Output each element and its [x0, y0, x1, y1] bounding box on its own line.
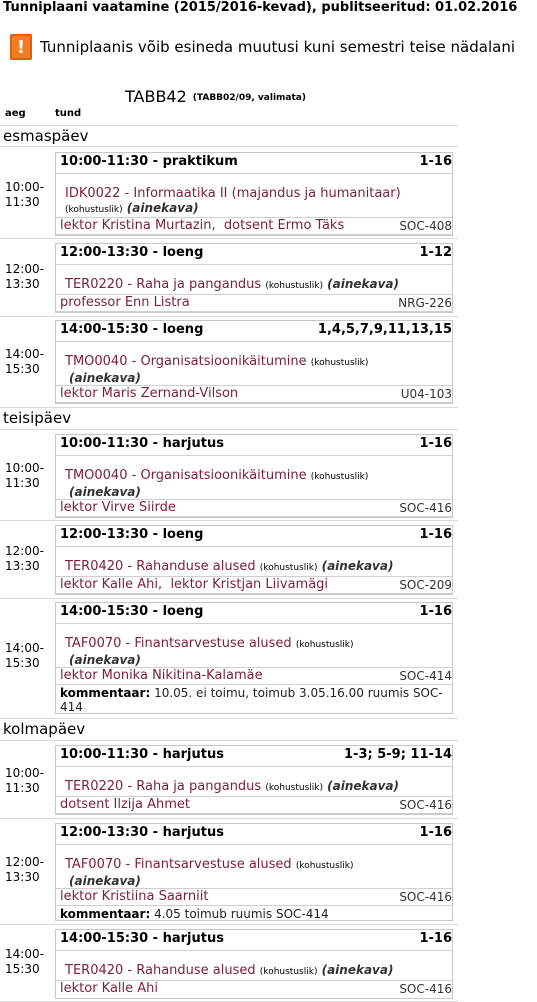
- lesson-card: [55, 929, 453, 999]
- course-link[interactable]: TER0220 - Raha ja pangandus: [65, 779, 262, 794]
- lesson-time: 10:00- 11:30: [5, 766, 44, 795]
- required-label: (kohustuslik): [310, 472, 369, 482]
- day-heading: kolmapäev: [3, 720, 86, 738]
- lesson-course: [56, 174, 452, 218]
- room-code[interactable]: SOC-416: [399, 798, 452, 812]
- lesson-teacher-row: [56, 668, 452, 685]
- lesson-course: [56, 456, 452, 500]
- course-link[interactable]: TER0220 - Raha ja pangandus: [65, 277, 262, 292]
- lesson-course: [56, 342, 452, 386]
- lesson-weeks: 1-3; 5-9; 11-14: [344, 747, 452, 762]
- lesson-course: [56, 767, 452, 797]
- lesson-time: 12:00- 13:30: [5, 262, 44, 291]
- lesson-course: [56, 951, 452, 981]
- lesson-time: 10:00- 11:30: [5, 461, 44, 490]
- lesson-teacher-row: [56, 889, 452, 906]
- lesson-teacher-row: lektor Kristina Murtazin, dotsent Ermo Täks SOC-408: [56, 218, 452, 235]
- room-code[interactable]: SOC-209: [399, 578, 452, 592]
- teacher-link[interactable]: lektor Maris Zernand-Vilson: [60, 386, 239, 401]
- lesson-comment: [56, 906, 452, 920]
- divider: [0, 125, 458, 126]
- lesson-weeks: 1-16: [419, 604, 452, 619]
- required-label: (kohustuslik): [259, 563, 318, 573]
- lesson-time: 14:00- 15:30: [5, 641, 44, 670]
- teacher-link[interactable]: lektor Virve Siirde: [60, 500, 176, 515]
- lesson-card: [55, 602, 453, 714]
- divider: [0, 316, 458, 317]
- lesson-header: [56, 526, 452, 547]
- lesson-teacher-row: [56, 295, 452, 312]
- room-code[interactable]: SOC-414: [399, 669, 452, 683]
- lesson-time-type: 10:00-11:30 - harjutus: [60, 436, 224, 451]
- exclamation-icon: !: [10, 34, 32, 60]
- course-link[interactable]: TER0420 - Rahanduse alused: [65, 963, 256, 978]
- teacher-link[interactable]: dotsent Ermo Täks: [223, 218, 345, 233]
- required-label: (kohustuslik): [295, 640, 354, 650]
- lesson-time-type: 12:00-13:30 - harjutus: [60, 825, 224, 840]
- comment-label: kommentaar:: [60, 686, 151, 700]
- lesson-time-type: 12:00-13:30 - loeng: [60, 527, 204, 542]
- lesson-time-type: 12:00-13:30 - loeng: [60, 245, 204, 260]
- warning-banner: [10, 34, 515, 60]
- room-code[interactable]: SOC-416: [399, 890, 452, 904]
- room-code[interactable]: SOC-408: [399, 219, 452, 233]
- course-link[interactable]: TMO0040 - Organisatsioonikäitumine: [65, 354, 307, 369]
- lesson-weeks: 1-16: [419, 825, 452, 840]
- course-link[interactable]: IDK0022 - Informaatika II (majandus ja humanitaar): [65, 186, 401, 201]
- lesson-weeks: 1-16: [419, 931, 452, 946]
- lesson-course: [56, 265, 452, 295]
- group-subtitle: (TABB02/09, valimata): [192, 93, 306, 103]
- divider: [0, 146, 458, 147]
- lesson-course: [56, 624, 452, 668]
- course-link[interactable]: TAF0070 - Finantsarvestuse alused: [65, 636, 292, 651]
- lesson-header: [56, 244, 452, 265]
- divider: [0, 740, 458, 741]
- divider: [0, 818, 458, 819]
- required-label: (kohustuslik): [265, 783, 323, 793]
- syllabus-link[interactable]: (ainekava): [321, 963, 394, 977]
- comment-text: 4.05 toimub ruumis SOC-414: [154, 907, 329, 921]
- lesson-header: [56, 746, 452, 767]
- divider: [0, 598, 458, 599]
- lesson-card: [55, 745, 453, 815]
- teacher-link[interactable]: lektor Kristiina Saarniit: [60, 889, 209, 904]
- column-header-tund: tund: [55, 108, 82, 119]
- course-link[interactable]: TAF0070 - Finantsarvestuse alused: [65, 857, 292, 872]
- page-title: Tunniplaani vaatamine (2015/2016-kevad), publitseeritud: 01.02.2016: [3, 0, 518, 15]
- group-code: TABB42: [125, 87, 187, 106]
- lesson-header: [56, 153, 452, 174]
- syllabus-link[interactable]: (ainekava): [327, 277, 399, 291]
- room-code[interactable]: SOC-416: [399, 982, 452, 996]
- lesson-header: [56, 824, 452, 845]
- day-heading: teisipäev: [3, 409, 72, 427]
- lesson-header: [56, 321, 452, 342]
- divider: [0, 718, 458, 719]
- comment-label: kommentaar:: [60, 907, 151, 921]
- teacher-link[interactable]: dotsent Ilzija Ahmet: [60, 797, 191, 812]
- required-label: (kohustuslik): [295, 861, 354, 871]
- syllabus-link[interactable]: (ainekava): [69, 653, 141, 667]
- lesson-teacher-row: lektor Kalle Ahi, lektor Kristjan Liivamägi SOC-209: [56, 577, 452, 594]
- lesson-card: [55, 525, 453, 595]
- lesson-teacher-row: [56, 500, 452, 517]
- course-link[interactable]: TER0420 - Rahanduse alused: [65, 559, 256, 574]
- lesson-time-type: 10:00-11:30 - harjutus: [60, 747, 224, 762]
- teacher-link[interactable]: lektor Kristina Murtazin: [60, 218, 212, 233]
- lesson-card: [55, 152, 453, 236]
- lesson-header: [56, 435, 452, 456]
- lesson-comment: [56, 685, 452, 713]
- lesson-card: [55, 243, 453, 313]
- divider: [0, 407, 458, 408]
- room-code[interactable]: NRG-226: [398, 296, 452, 310]
- lesson-card: [55, 823, 453, 921]
- lesson-weeks: 1-16: [419, 436, 452, 451]
- lesson-header: [56, 930, 452, 951]
- lesson-header: [56, 603, 452, 624]
- lesson-teacher-row: [56, 797, 452, 814]
- syllabus-link[interactable]: (ainekava): [126, 201, 199, 215]
- lesson-weeks: 1-16: [419, 154, 452, 169]
- lesson-teacher-row: [56, 981, 452, 997]
- column-header-aeg: aeg: [5, 108, 26, 119]
- syllabus-link[interactable]: (ainekava): [69, 371, 141, 385]
- teacher-link[interactable]: lektor Monika Nikitina-Kalamäe: [60, 668, 263, 683]
- required-label: (kohustuslik): [310, 358, 369, 368]
- syllabus-link[interactable]: (ainekava): [69, 485, 141, 499]
- lesson-time-type: 14:00-15:30 - loeng: [60, 604, 204, 619]
- divider: [0, 924, 458, 925]
- lesson-time: 14:00- 15:30: [5, 947, 44, 976]
- lesson-teacher-row: [56, 386, 452, 403]
- lesson-time-type: 14:00-15:30 - harjutus: [60, 931, 224, 946]
- syllabus-link[interactable]: (ainekava): [69, 874, 141, 888]
- lesson-time: 12:00- 13:30: [5, 855, 44, 884]
- lesson-time-type: 14:00-15:30 - loeng: [60, 322, 204, 337]
- teacher-link[interactable]: professor Enn Listra: [60, 295, 190, 310]
- lesson-time: 10:00- 11:30: [5, 180, 44, 209]
- divider: [0, 429, 458, 430]
- divider: [0, 238, 458, 239]
- required-label: (kohustuslik): [265, 281, 323, 291]
- lesson-course: [56, 547, 452, 577]
- group-title: [125, 87, 306, 106]
- teacher-link[interactable]: lektor Kalle Ahi: [60, 577, 159, 592]
- lesson-time: 12:00- 13:30: [5, 544, 44, 573]
- lesson-time-type: 10:00-11:30 - praktikum: [60, 154, 238, 169]
- comment-text: 10.05. ei toimu, toimub 3.05.16.00 ruumis SOC-414: [60, 686, 443, 714]
- syllabus-link[interactable]: (ainekava): [327, 779, 399, 793]
- day-heading: esmaspäev: [3, 127, 89, 145]
- lesson-course: [56, 845, 452, 889]
- lesson-card: [55, 320, 453, 404]
- lesson-weeks: 1,4,5,7,9,11,13,15: [317, 322, 452, 337]
- warning-text: Tunniplaanis võib esineda muutusi kuni semestri teise nädalani: [40, 38, 515, 56]
- lesson-weeks: 1-16: [419, 527, 452, 542]
- required-label: (kohustuslik): [259, 967, 318, 977]
- lesson-time: 14:00- 15:30: [5, 347, 44, 376]
- syllabus-link[interactable]: (ainekava): [321, 559, 394, 573]
- room-code[interactable]: U04-103: [400, 387, 452, 401]
- lesson-weeks: 1-12: [419, 245, 452, 260]
- required-label: (kohustuslik): [65, 205, 123, 215]
- teacher-link[interactable]: lektor Kristjan Liivamägi: [170, 577, 329, 592]
- lesson-card: [55, 434, 453, 518]
- course-link[interactable]: TMO0040 - Organisatsioonikäitumine: [65, 468, 307, 483]
- teacher-link[interactable]: lektor Kalle Ahi: [60, 981, 159, 996]
- room-code[interactable]: SOC-416: [399, 501, 452, 515]
- divider: [0, 520, 458, 521]
